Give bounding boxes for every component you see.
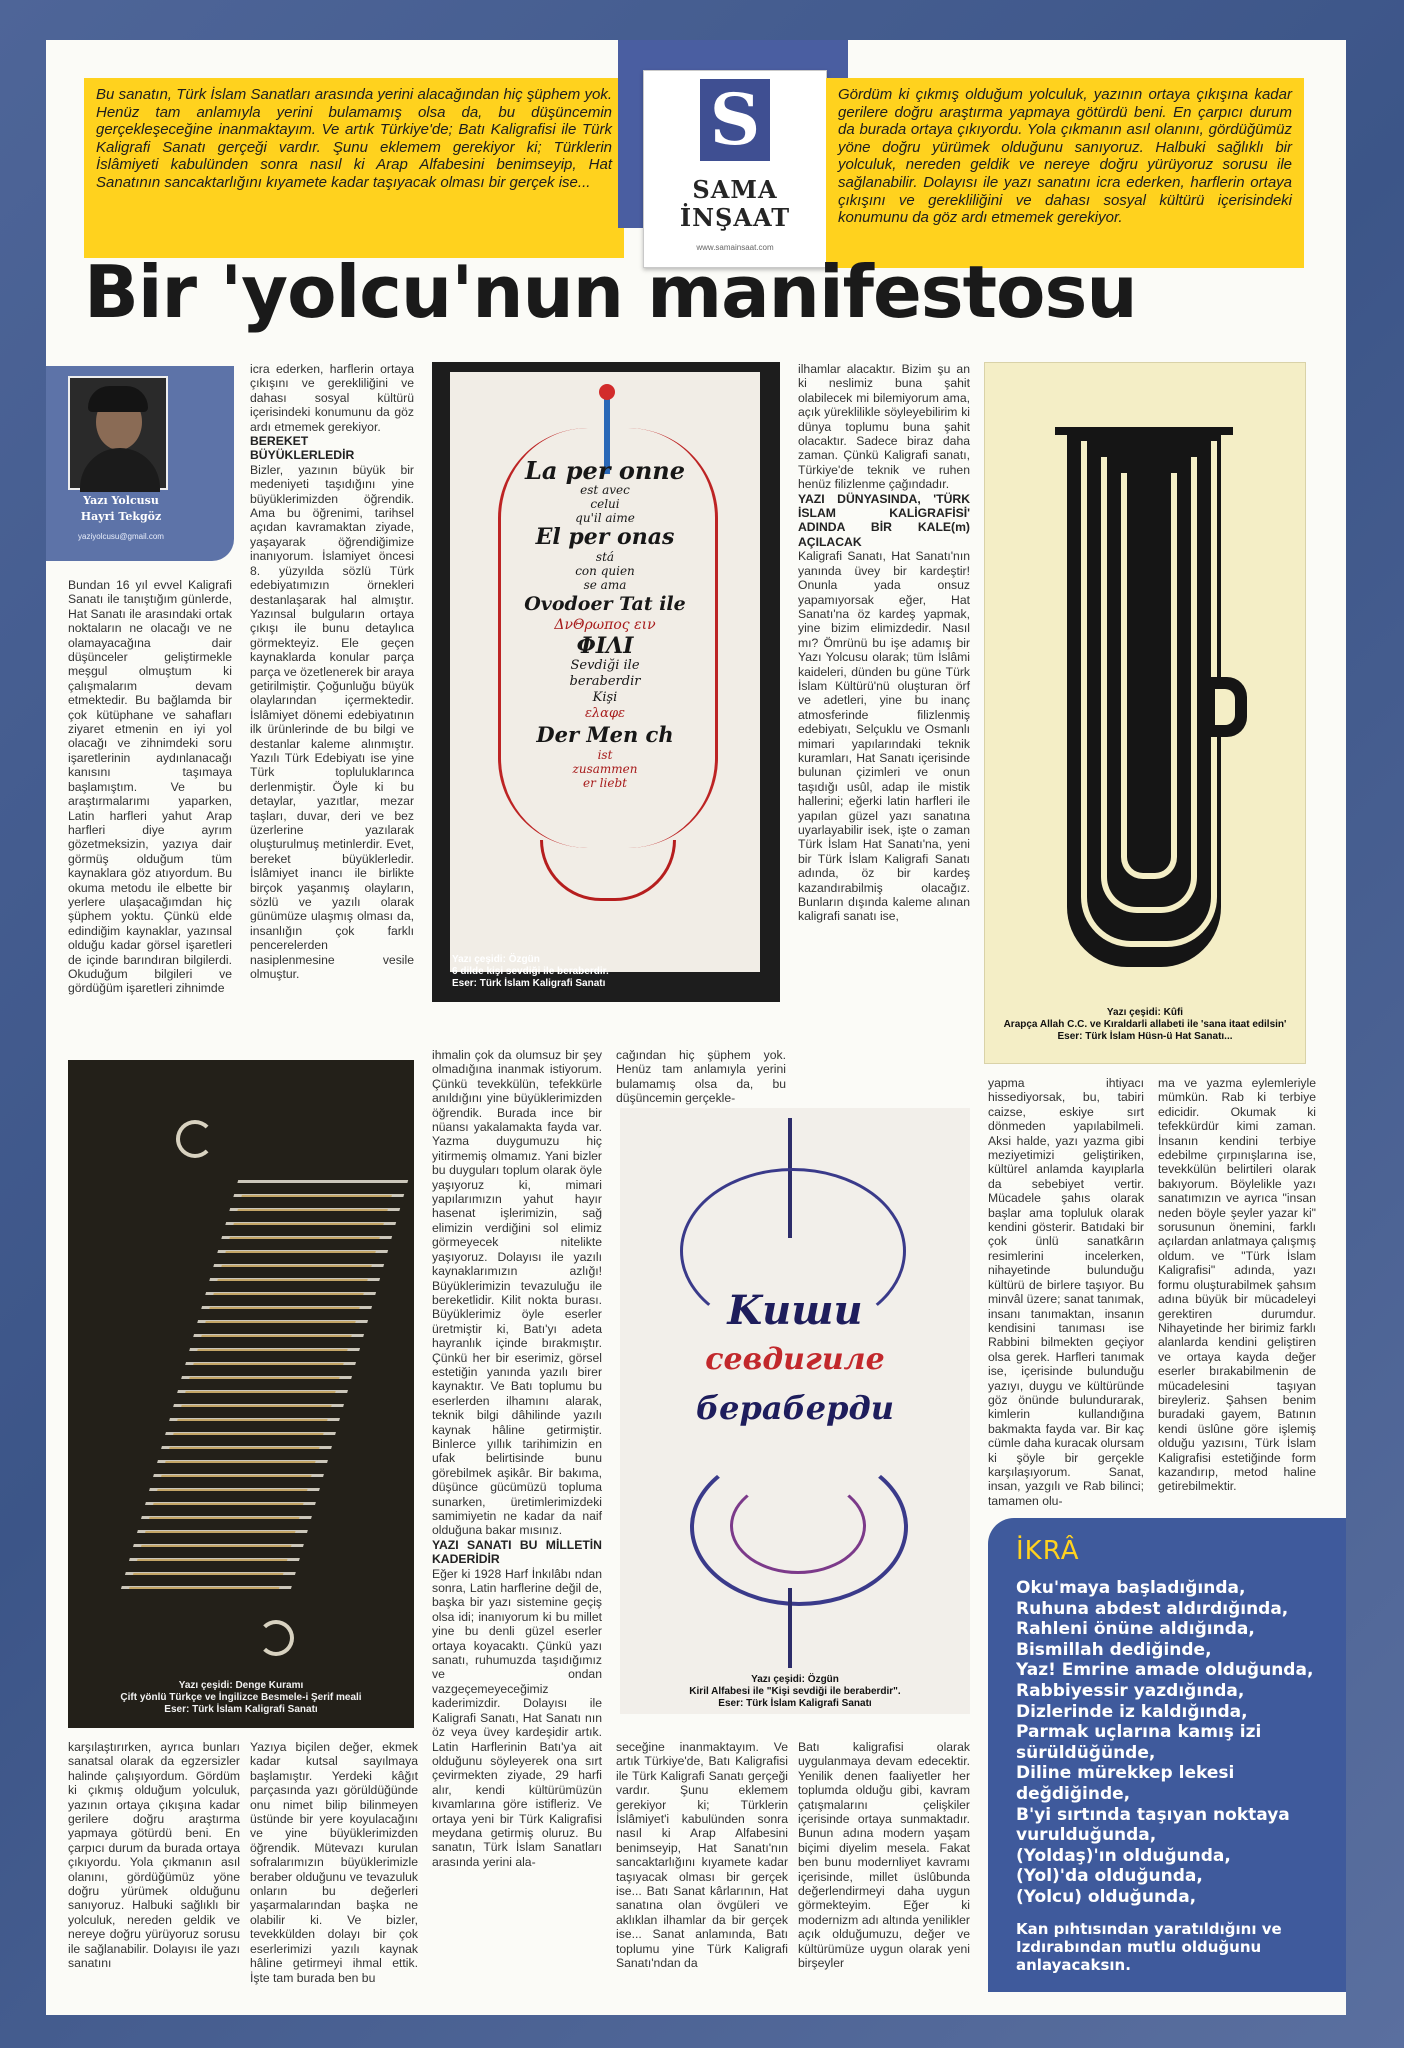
ikra-poem bbox=[1016, 1578, 1336, 1908]
caption-line: Arapça Allah C.C. ve Kıraldarli allabeti ile 'sana itaat edilsin' bbox=[1003, 1019, 1287, 1030]
ikra-line: (Yol)'da olduğunda, bbox=[1016, 1866, 1203, 1887]
ikra-line: Oku'maya başladığında, bbox=[1016, 1578, 1246, 1598]
section-heading: YAZI DÜNYASINDA, 'TÜRK İSLAM KALİGRAFİSİ' ADINDA BİR KALE(m) AÇILACAK bbox=[798, 491, 970, 549]
page-sheet bbox=[46, 40, 1346, 2015]
art-word: El per onas bbox=[535, 524, 675, 550]
paragraph: karşılaştırırken, ayrıca bunları sanatsal olarak da egzersizler halinde çalışıyordum. Gördüm ki çıkmış olduğum yolculuk, yazının ortaya çıkışına kadar gerilere doğru araştırma yapmaya götürdü beni. En çarpıcı durum da burada ortaya çıkıyordu. Yola çıkmanın asıl olanını, gördüğümüz yöne doğru yürümek olduğunu sanıyoruz. Halbuki sağlıklı bir yolculuk, nereden geldik ve nereye doğru yürüyoruz sorusu ile sağlanabilir. Dolayısı ile yazı sanatını bbox=[68, 1740, 240, 1971]
caption-line: Eser: Türk İslam Kaligrafi Sanatı bbox=[452, 978, 606, 989]
paragraph: Bundan 16 yıl evvel Kaligrafi Sanatı ile tanıştığım günlerde, Hat Sanatı ile arasındaki ortak noktaların ne olacağı ve ne olamayacağına dair düşünceler geliştirmekle meşgul olmuştum ki çalışmalarım devam etmektedir. Bu bağlamda bir çok kütüphane ve sahafları ziyaret etmenin en iyi yol olacağı ve zihnimdeki soru işaretlerinin aydınlanacağı kanısını taşımaya başlamıştım. Ve bu araştırmalarımı yaparken, Latin harfleri yahut Arap harfleri diye ayrım gözetmeksizin, yazıya dair görmüş olduğum tüm kaynaklara göz atıyordum. Bu okuma metodu ile elbette bir yerlere ulaşacağımdan hiç şüphem yoktu. Çünkü elde edindiğim kaynaklar, yazınsal olduğu kadar görsel işaretleri de içinde barındıran bilgilerdi. Okuduğum bilgileri ve gördüğüm işaretleri zihnimde bbox=[68, 578, 232, 996]
paragraph: cağından hiç şüphem yok. Henüz tam anlamıyla yerini bulamamış olsa da, bu düşüncemin gerçekle- bbox=[616, 1048, 786, 1106]
caption-line: Eser: Türk İslam Kaligrafi Sanatı bbox=[164, 1704, 318, 1715]
headline: Bir 'yolcu'nun manifestosu bbox=[84, 250, 1137, 334]
art-word-1: Kишu bbox=[727, 1287, 863, 1334]
paragraph: Batı kaligrafisi olarak uygulanmaya devam edecektir. Yenilik denen faaliyetler her toplumda olduğu gibi, kavram çatışmalarını çelişkiler içerisinde ortaya sunmaktadır. Bunun adına modern yaşam biçimi diyelim mesela. Fakat ben bunu modernliyet kavramı içerisinde, millet üslûbunda değerlendirmeyi daha uygun görmekteyim. Eğer ki modernizm adı altında yenilikler açık olduğumuzu, değer ve kültürümüze uygun olarak yeni birşeyler bbox=[798, 1740, 970, 1971]
column-6-mid bbox=[988, 1076, 1144, 1506]
art-word-3: бераберди bbox=[696, 1389, 894, 1427]
logo-letter: S bbox=[709, 78, 761, 161]
ikra-line: Rabbiyessir yazdığında, bbox=[1016, 1680, 1245, 1701]
author-line1: Yazı Yolcusu bbox=[83, 494, 159, 507]
art-word: stá bbox=[595, 550, 615, 564]
artwork-bottom-loop bbox=[540, 840, 676, 901]
column-4-mid bbox=[432, 1048, 602, 1869]
section-heading: YAZI SANATI BU MİLLETİN KADERİDİR bbox=[432, 1537, 602, 1567]
ikra-title: İKRÂ bbox=[1016, 1536, 1080, 1566]
caption-line: Çift yönlü Türkçe ve İngilizce Besmele-i Şerif meali bbox=[120, 1692, 362, 1703]
artwork-multilingual-frame bbox=[432, 362, 780, 1002]
column-1-top bbox=[68, 578, 232, 1022]
column-3-bottom bbox=[616, 1740, 788, 1988]
ikra-line: Bismillah dediğinde, bbox=[1016, 1639, 1212, 1660]
logo-mark bbox=[700, 79, 770, 161]
art-word: Kişi bbox=[592, 690, 618, 705]
caption-line: Kiril Alfabesi ile "Kişi sevdiği ile beraberdir". bbox=[689, 1686, 901, 1697]
ikra-line: B'yi sırtında taşıyan noktaya bbox=[1016, 1804, 1290, 1825]
art-word: ελαφε bbox=[584, 706, 626, 721]
caption-line: Eser: Türk İslam Hüsn-ü Hat Sanatı... bbox=[1057, 1031, 1233, 1042]
paragraph: Yazıya biçilen değer, ekmek kadar kutsal sayılmaya başlamıştır. Yerdeki kâğıt parçasında yazı görüldüğünde onu nimet bilip bilinmeyen üstünde bir yere koyulacağını ve yine büyüklerimizden öğrendik. Mütevazı kurulan sofralarımızın büyüklerimizle beraber olduğunu ve tevazuluk onların bu değerleri yaşarmalarından başka ne olabilir ki. Ve bizler, tevekkülden dolayı bir çok eserlerimizi yazılı kaynak hâline getirmeyi ihmal ettik. İşte tam burada ben bu bbox=[250, 1740, 418, 1985]
artwork-cyrillic bbox=[620, 1108, 970, 1714]
column-3-top bbox=[798, 362, 970, 1070]
ikra-closing: Kan pıhtısından yaratıldığını ve Izdırabından mutlu olduğunu anlayacaksın. bbox=[1016, 1920, 1282, 1974]
caption-artwork-3 bbox=[76, 1680, 406, 1716]
artwork-kufi-side-gap bbox=[1215, 689, 1235, 725]
art-word: beraberdir bbox=[569, 674, 641, 689]
logo-name-line2: İNŞAAT bbox=[679, 203, 791, 232]
artwork-kufi-form bbox=[1067, 427, 1221, 967]
right-intro-box bbox=[826, 78, 1304, 268]
artwork-crescent-top bbox=[176, 1120, 214, 1158]
author-shoulders bbox=[80, 448, 160, 492]
section-heading: BEREKET BÜYÜKLERLEDİR bbox=[250, 434, 355, 463]
artwork-kufi-top-bar bbox=[1055, 427, 1233, 435]
ikra-line: Ruhuna abdest aldırdığında, bbox=[1016, 1598, 1289, 1619]
author-hair bbox=[88, 386, 148, 412]
artwork-kufi bbox=[984, 362, 1306, 1064]
art-word: qu'il aime bbox=[575, 511, 635, 525]
art-word: zusammen bbox=[572, 762, 638, 776]
paragraph: Eğer ki 1928 Harf İnkılâbı ndan sonra, Latin harflerine değil de, başka bir yazı sistemine geçiş olsa idi; inanıyorum ki bu millet yine bu denli güzel eserler ortaya koyacaktı. Çünkü yazı sanatı, ruhumuzda taşıdığımız ve ondan vazgeçemeyeceğimiz kaderimizdir. Dolayısı ile Kaligrafi Sanatı, Hat Sanatı nın öz veya üvey kardeşidir artık. Latin Harflerinin Batı'ya ait olduğunu söyleyerek ona sırt çevirmekten ziyade, 29 harfi alır, kendi kültürümüzün kıvamlarına göre istifleriz. Ve ortaya yeni bir Türk Kaligrafisi meydana getirmiş oluruz. Bu sanatın, Türk İslam Sanatları arasında yerini ala- bbox=[432, 1566, 602, 1869]
logo-card bbox=[643, 70, 827, 268]
caption-line: Yazı çeşidi: Denge Kuramı bbox=[178, 1680, 304, 1691]
artwork-arc-inner bbox=[730, 1478, 866, 1574]
author-line2: Hayri Tekgöz bbox=[80, 510, 162, 523]
artwork-words bbox=[450, 458, 760, 790]
paragraph: seceğine inanmaktayım. Ve artık Türkiye'de, Batı Kaligrafisi ile Türk Kaligrafi Sanatı gerçeği vardır. Şunu eklemem gerekiyor ki; Türklerin İslâmiyet'i kabulünden sonra nasıl ki Arap Alfabesini benimseyip, Hat Sanatı'nın sancaktarlığını kıyamete kadar taşıyacak olması bir gerçek ise... Batı Sanat kârlarının, Hat sanatına olan övgüleri ve aklıklan ilhamlar da bir gerçek ise... Sanat anlamında, Batı toplumu yine Türk Kaligrafi Sanatı'ndan da bbox=[616, 1740, 788, 1971]
column-1-bottom bbox=[68, 1740, 240, 1988]
paragraph: ma ve yazma eylemleriyle mümkün. Rab ki terbiye edicidir. Okumak ki tefekkürdür kimi zaman. İnsanın kendini terbiye edebilme çırpınışlarına ise, tevekkülün belirtileri olarak bakıyorum. Böylelikle yazı sanatımızın ve ayrıca "insan neden böyle şeyler yazar ki" sorusunun önemini, farklı açılardan anlatmaya çalışmış oldum. ve "Türk İslam Kaligrafisi" adında, yazı formu oluşturabilmek şahsım adına büyük bir mücadeleyi gerektiren durumdur. Nihayetinde her birimiz farklı alanlarda kendini geliştiren ve ortaya kayda değer eserler bırakabilmenin de mücadelesini taşıyan bireyleriz. Şahsen benim buradaki gayem, Batının kendi üslûne göre işlemiş olduğu yazısını, Türk İslam Kaligrafisi estetiğinde form kazandırıp, metod haline getirebilmektir. bbox=[1158, 1076, 1316, 1494]
art-word: est avec bbox=[580, 483, 630, 497]
ikra-line: (Yolcu) olduğunda, bbox=[1016, 1886, 1197, 1907]
art-word: ΦΙΛΙ bbox=[576, 633, 634, 659]
art-word: Sevdiği ile bbox=[570, 658, 640, 673]
column-2-bottom bbox=[250, 1740, 418, 1988]
paragraph: ihmalin çok da olumsuz bir şey olmadığına inanmak istiyorum. Çünkü tevekkülün, tefekkürle anıldığını yine büyüklerimizden öğrendik. Burada ince bir nüansı yakalamakta fayda var. Yazma duygumuzu hiç yitirmemiş olmamız. Yani bizler bu duyguları toplum olarak öyle yaşıyoruz ki, mimari yapılarımızın yahut hayır hasenat işlerimizin, sağ elimizin verdiğini sol elimiz görmeyecek nitelikte yaşıyoruz. Dolayısı ile yazılı kaynaklarımızın azlığı! Büyüklerimizin tevazuluğu ile bereketlidir. Kilit nokta burası. Büyüklerimiz öyle eserler üretmiştir ki, Batı'yı adeta hayranlık içinde bırakmıştır. Çünkü her bir eserimiz, görsel estetiğin yanında yazılı birer kaynaktır. Ve Batı toplumu bu eserlerden ilhamını alarak, teknik bilgi dâhilinde yazılı kaynak hâline getirmiştir. Binlerce yıllık tarihimizin en ufak belirtisinde bunu görebilmek aşikâr. Bir bakıma, düşünce gücümüzü topluma sunarken, üretimlerimizdeki samimiyetin ne kadar da naif olduğuna bakar mısınız. bbox=[432, 1048, 602, 1538]
art-word: er liebt bbox=[583, 776, 627, 790]
paragraph: Kaligrafi Sanatı, Hat Sanatı'nın yanında üvey bir kardeştir! Onunla yada onsuz yapamıyorsak eğer, Hat Sanatı'na öz kardeş yapmak, yine bizim elimizdedir. Nasıl mı? Ömrünü bu işe adamış bir Yazı Yolcusu olarak; tüm İslâmi kaideleri, dünden bu güne Türk İslam Kültürü'nü oluşturan örf ve adetleri, yine bu inanç atmosferinde filizlenmiş edebiyatı, Selçuklu ve Osmanlı mimari yapılarındaki teknik kuramları, Hat Sanatı içerisinde bulunan çizimleri ve onun taşıdığı usûl, adap ile mistik hallerini; eğerki latin harfleri ile yapılan güzel yazı sanatına uyarlayabilir isek, işte o zaman Türk İslam Hat Sanatı'na, yeni bir Türk İslam Kaligrafi Sanatı adında, öz bir kardeş kazandırabilmiş olacağız. Bunların dışında kaleme alınan kaligrafi sanatı ise, bbox=[798, 549, 970, 924]
artwork-denge-kurami bbox=[68, 1060, 414, 1728]
caption-artwork-2 bbox=[993, 1007, 1297, 1043]
caption-line: Yazı çeşidi: Özgün bbox=[452, 954, 540, 965]
caption-line: Yazı çeşidi: Kûfi bbox=[1106, 1007, 1184, 1018]
ikra-line: vurulduğunda, bbox=[1016, 1825, 1157, 1846]
ikra-line: Rahleni önüne aldığında, bbox=[1016, 1619, 1255, 1640]
art-word: Der Men ch bbox=[536, 722, 674, 747]
art-word: con quien bbox=[575, 564, 635, 578]
artwork-stem-bottom bbox=[788, 1588, 792, 1668]
caption-artwork-4 bbox=[628, 1674, 962, 1710]
ikra-line: Dizlerinde iz kaldığında, bbox=[1016, 1701, 1248, 1722]
paragraph: ilhamlar alacaktır. Bizim şu an ki neslimiz buna şahit olabilecek mi bilemiyorum ama, açık yüreklilikle söyleyebilirim ki dünya toplumu buna şahit olacaktır. Sadece biraz daha zaman. Çünkü Kaligrafi sanatı, Türkiye'de teknik ve ruhen henüz filizlenme çağındadır. bbox=[798, 362, 970, 492]
left-intro-text: Bu sanatın, Türk İslam Sanatları arasında yerini alacağından hiç şüphem yok. Henüz tam anlamıyla yerini bulamamış olsa da, bu düşüncemin gerçekleşeceğine inanmaktayım. Ve artık Türkiye'de; Batı Kaligrafisi ile Türk Kaligrafi Sanatı gerçeği vardır. Şunu eklemem gerekiyor ki; Türklerin İslâmiyeti kabulünden sonra nasıl ki Arap Alfabesini benimseyip, Hat Sanatının sancaktarlığını kıyamete kadar taşıyacak olması bir gerçek ise... bbox=[96, 86, 612, 191]
author-email: yaziyolcusu@gmail.com bbox=[78, 532, 164, 541]
logo-name-line1: SAMA bbox=[692, 175, 778, 204]
artwork-crescent-bottom bbox=[258, 1620, 294, 1656]
column-7-mid bbox=[1158, 1076, 1316, 1506]
column-2-top bbox=[250, 362, 414, 1018]
caption-line: Yazı çeşidi: Özgün bbox=[751, 1674, 839, 1685]
art-word: La per onne bbox=[524, 456, 685, 485]
author-box bbox=[46, 366, 234, 561]
logo-url: www.samainsaat.com bbox=[696, 243, 774, 252]
art-word: ist bbox=[597, 748, 613, 762]
column-5-mid bbox=[616, 1048, 786, 1106]
art-word: se ama bbox=[583, 578, 627, 592]
artwork-kufi-line-3 bbox=[1121, 473, 1177, 879]
ikra-line: (Yoldaş)'ın olduğunda, bbox=[1016, 1845, 1231, 1866]
ikra-line: Diline mürekkep lekesi bbox=[1016, 1763, 1235, 1784]
ikra-line: Yaz! Emrine amade olduğunda, bbox=[1016, 1660, 1314, 1681]
ikra-line: sürüldüğünde, bbox=[1016, 1742, 1156, 1763]
paragraph: yapma ihtiyacı hissediyorsak, bu, tabiri caizse, eskiye sırt dönmeden yapılabilmeli. Aksi halde, yazı yazma gibi meziyetimizi geliştiriken, kültürel anlamda kayıplarla da sebebiyet vertir. Mücadele şahıs olarak başlar ama topluluk olarak kendini gösterir. Batıdaki bir çok ünlü sanatkârın resimlerini incelerken, nihayetinde bulunduğu kültürü de birlere taşıyor. Bu minvâl üzere; sanat tanımak, insanı tanımaktan, insanın kendisini tanıması ise Rabbini bilmekten geçiyor olsa gerek. Harfleri tanımak ise, içerisinde bulunduğu yazıyı, duygu ve kültüründe göz önünde bulundurarak, kimlerin kullandığına bakmakta fayda var. Bir kaç cümle daha kuracak olursam ki şöyle bir gerçekle karşılaşıyorum. Sanat, insan, yazgılı ve Rab bilinci; tamamen olu- bbox=[988, 1076, 1144, 1508]
art-word: celui bbox=[590, 497, 620, 511]
art-word: ΔνΘρωπος ειν bbox=[554, 617, 656, 633]
ikra-line: değdiğinde, bbox=[1016, 1783, 1131, 1804]
author-photo bbox=[68, 376, 168, 490]
caption-artwork-1 bbox=[452, 954, 682, 990]
paragraph: icra ederken, harflerin ortaya çıkışını ve gerekliliğini ve dahası sosyal kültürü içerisindeki konumunu da göz ardı etmemek gerekiyor. bbox=[250, 362, 414, 434]
artwork-multilingual bbox=[450, 372, 760, 972]
ikra-line: Parmak uçlarına kamış izi bbox=[1016, 1722, 1262, 1743]
art-word: Ovodoer Tat ile bbox=[524, 593, 686, 615]
ikra-box bbox=[988, 1518, 1346, 1992]
artwork-red-dot bbox=[599, 384, 615, 400]
right-intro-text: Gördüm ki çıkmış olduğum yolculuk, yazının ortaya çıkışına kadar gerilere doğru araştırma yapmaya götürdü beni. En çarpıcı durum da burada ortaya çıkıyordu. Yola çıkmanın asıl olanını, gördüğümüz yöne doğru yürümek olduğunu sanıyoruz. Halbuki sağlıklı bir yolculuk, nereden geldik ve nereye doğru yürüyoruz sorusu ile sağlanabilir. Dolayısı ile yazı sanatını icra ederken, harflerin ortaya çıkışını ve gerekliliğini ve dahası sosyal kültürü içerisindeki konumunu da göz ardı etmemek gerekiyor. bbox=[838, 86, 1292, 227]
caption-line: 6 dilde kişi sevdiği ile beraberdir. bbox=[452, 966, 609, 977]
left-intro-box bbox=[84, 78, 624, 258]
artwork-gold-lines bbox=[128, 1188, 394, 1592]
column-4-bottom bbox=[798, 1740, 970, 1988]
art-word-2: севдигиле bbox=[705, 1342, 885, 1377]
paragraph: Bizler, yazının büyük bir medeniyeti taşıdığını yine büyüklerimizden öğrendik. Ama bu öğrenimi, tarihsel açıdan kavramaktan ziyade, yaşayarak öğrendiğimize inanıyorum. İslamiyet öncesi 8. yüzyılda sözlü Türk edebiyatımızın örnekleri destanlaşarak hal almıştır. Yazınsal bulguların ortaya çıkışı ile bunu detaylıca görmekteyiz. Ele geçen kaynaklarda konular parça parça ve özetlenerek bir araya getirilmiştir. Çoğunluğu büyük olaylarından içermektedir. İslâmiyet dönemi edebiyatının ilk ürünlerinde de bu bilgi ve destanlar kaleme alınmıştır. Yazılı Türk Edebiyatı ise yine Türk topluluklarınca derlenmiştir. Öyle ki bu detaylar, yazıtlar, mezar taşları, duvar, deri ve bez üzerlerine yazılarak oluşturulmuş metinlerdir. Evet, bereket büyüklerledir. İslâmiyet inancı ile birlikte birçok yaşanmış olayların, sözlü ve yazılı olarak günümüze ulaşmış olması da, insanlığın çok farklı pencerelerden nasiplenmesine vesile olmuştur. bbox=[250, 462, 414, 982]
caption-line: Eser: Türk İslam Kaligrafi Sanatı bbox=[718, 1698, 872, 1709]
